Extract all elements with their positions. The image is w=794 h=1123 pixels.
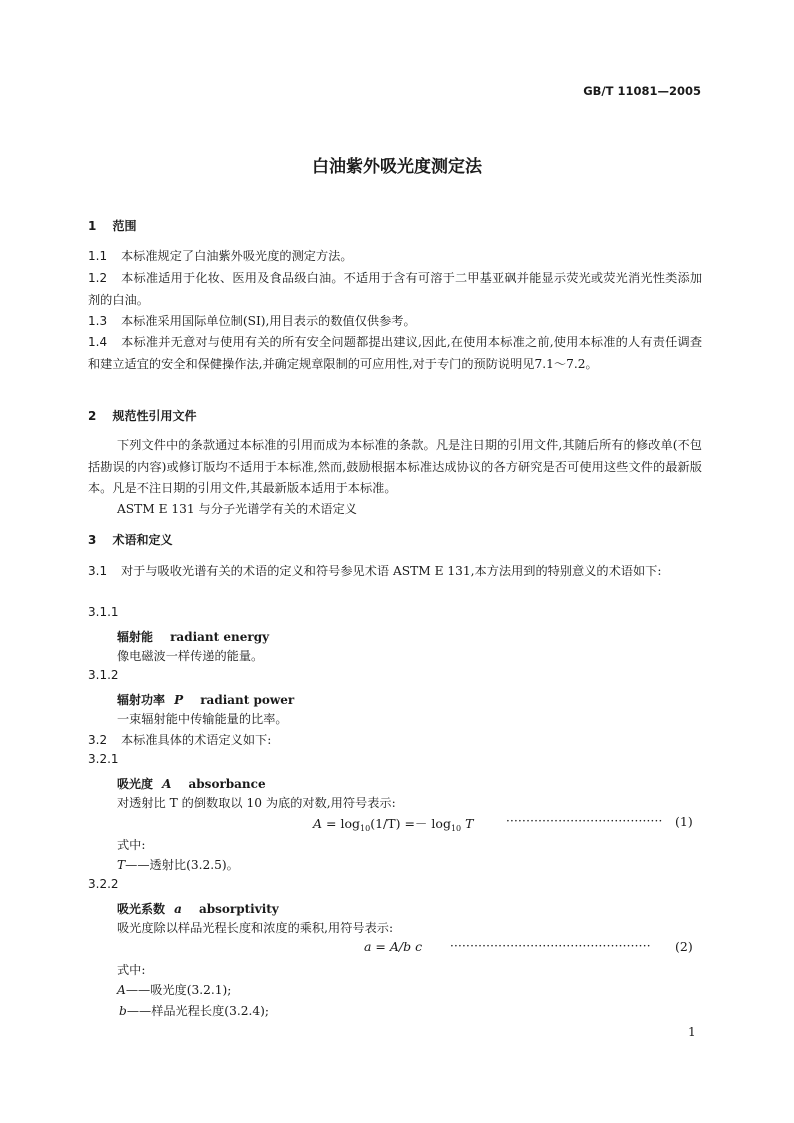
- clause-text: 本标准采用国际单位制(SI),用目表示的数值仅供参考。: [120, 314, 416, 328]
- clause-text: 本标准并无意对与使用有关的所有安全问题都提出建议,因此,在使用本标准之前,使用本标准的人有责任调查和建立适宜的安全和保健操作法,并确定规章限制的可应用性,对于专门的预防说明见7.1～7.2。: [88, 335, 703, 371]
- page-number: 1: [688, 1025, 696, 1039]
- clause-number: 1.4: [88, 335, 108, 349]
- clause-number: 3.1: [88, 564, 108, 578]
- term-radiant-power: [117, 689, 294, 708]
- clause-text: 本标准具体的术语定义如下:: [120, 733, 272, 747]
- clause-1-3: [88, 311, 702, 333]
- eq-symbol: T: [465, 816, 474, 831]
- section-number: 1: [88, 219, 97, 233]
- where-label: 式中:: [117, 963, 146, 977]
- clause-1-4: [88, 332, 702, 375]
- clause-number: 1.1: [88, 249, 108, 263]
- eq-operator: =－: [404, 816, 428, 831]
- eq-subscript: 10: [450, 824, 462, 833]
- eq-symbol: A: [313, 816, 323, 831]
- section-2-heading: [88, 407, 197, 424]
- variable-definition: [117, 980, 231, 1001]
- clause-3-1: [88, 561, 702, 583]
- section-title: 范围: [112, 219, 137, 233]
- clause-text: 本标准适用于化妆、医用及食品级白油。不适用于含有可溶于二甲基亚砜并能显示荧光或荧光消光性类添加剂的白油。: [88, 271, 703, 307]
- variable-description: ——样品光程长度(3.2.4);: [126, 1004, 269, 1018]
- equation-number: (1): [675, 814, 693, 829]
- term-english: absorptivity: [198, 902, 279, 916]
- term-radiant-energy: [117, 626, 269, 645]
- clause-number: 1.3: [88, 314, 108, 328]
- eq-log: log: [431, 816, 451, 831]
- variable-symbol: b: [119, 1004, 127, 1018]
- reference-astm-e131: ASTM E 131 与分子光谱学有关的术语定义: [117, 502, 357, 516]
- term-definition: 对透射比 T 的倒数取以 10 为底的对数,用符号表示:: [117, 796, 396, 810]
- eq-argument: (1/T): [370, 816, 401, 831]
- term-chinese: 辐射功率: [117, 693, 166, 707]
- equation-2: a = A/b c: [364, 939, 423, 954]
- standard-number: GB/T 11081—2005: [583, 84, 701, 98]
- term-symbol: A: [162, 777, 172, 791]
- section-number: 3: [88, 533, 97, 547]
- term-absorptivity: [117, 898, 279, 917]
- variable-symbol: A: [117, 983, 126, 997]
- term-symbol: a: [174, 902, 182, 916]
- document-title: 白油紫外吸光度测定法: [312, 157, 482, 177]
- variable-description: ——透射比(3.2.5)。: [125, 858, 239, 872]
- equation-leader-dots: ·······································: [506, 814, 663, 828]
- term-chinese: 吸光度: [117, 777, 154, 791]
- section-title: 术语和定义: [112, 533, 173, 547]
- clause-text: 对于与吸收光谱有关的术语的定义和符号参见术语 ASTM E 131,本方法用到的特别意义的术语如下:: [120, 564, 662, 578]
- section-title: 规范性引用文件: [112, 409, 197, 423]
- term-definition: 一束辐射能中传输能量的比率。: [117, 712, 288, 726]
- clause-number-3-1-1: 3.1.1: [88, 605, 119, 619]
- clause-number: 1.2: [88, 271, 108, 285]
- variable-definition: [119, 1001, 269, 1022]
- clause-number: 3.2: [88, 733, 108, 747]
- where-label: 式中:: [117, 838, 146, 852]
- equation-number: (2): [675, 939, 693, 954]
- eq-operator: =: [326, 816, 337, 831]
- equation-1: [313, 814, 473, 833]
- term-english: radiant energy: [170, 630, 270, 644]
- variable-description: ——吸光度(3.2.1);: [125, 983, 232, 997]
- section-3-heading: [88, 531, 173, 548]
- eq-log: log: [340, 816, 361, 831]
- term-definition: 吸光度除以样品光程长度和浓度的乘积,用符号表示:: [117, 921, 394, 935]
- clause-1-2: [88, 268, 702, 311]
- equation-leader-dots: ··················································: [450, 939, 651, 953]
- variable-definition: [117, 855, 239, 876]
- term-definition: 像电磁波一样传递的能量。: [117, 649, 264, 663]
- clause-number-3-2-2: 3.2.2: [88, 877, 119, 891]
- clause-1-1: [88, 246, 702, 268]
- term-absorbance: [117, 773, 266, 792]
- clause-number-3-2-1: 3.2.1: [88, 752, 119, 766]
- clause-text: 本标准规定了白油紫外吸光度的测定方法。: [120, 249, 353, 263]
- eq-subscript: 10: [360, 824, 371, 833]
- clause-3-2: [88, 730, 271, 751]
- normative-references-intro: 下列文件中的条款通过本标准的引用而成为本标准的条款。凡是注日期的引用文件,其随后所有的修改单(不包括勘误的内容)或修订版均不适用于本标准,然而,鼓励根据本标准达成协议的各方研究是否可使用这些文件的最新版本。凡是不注日期的引用文件,其最新版本适用于本标准。: [88, 438, 702, 495]
- term-chinese: 辐射能: [117, 630, 154, 644]
- term-english: absorbance: [188, 777, 266, 791]
- clause-number-3-1-2: 3.1.2: [88, 668, 119, 682]
- term-chinese: 吸光系数: [117, 902, 166, 916]
- variable-symbol: T: [117, 858, 126, 872]
- term-english: radiant power: [200, 693, 295, 707]
- term-symbol: P: [174, 693, 184, 707]
- section-number: 2: [88, 409, 97, 423]
- section-1-heading: [88, 217, 137, 234]
